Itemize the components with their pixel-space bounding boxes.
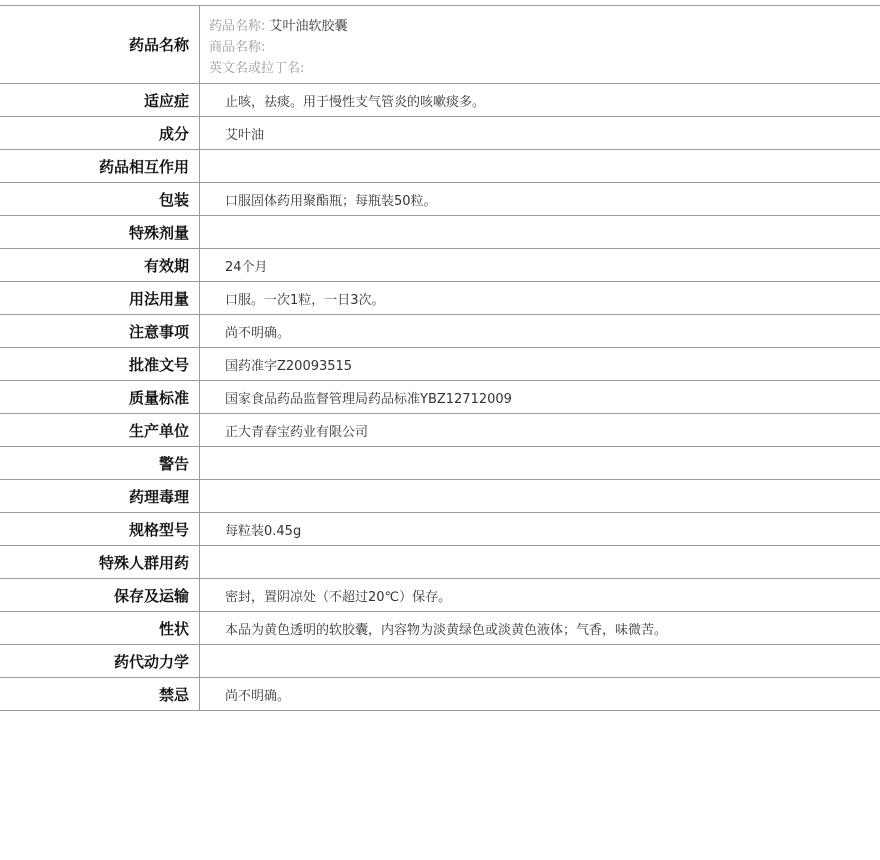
row-interactions — [0, 150, 880, 183]
row-packaging — [0, 183, 880, 216]
contraindications-value: 尚不明确。 — [225, 688, 291, 704]
latin-name-line — [209, 58, 880, 79]
row-pharmacokinetics — [0, 645, 880, 678]
ingredients-value: 艾叶油 — [225, 127, 265, 143]
pharmacology-toxicology-label: 药理毒理 — [0, 480, 200, 512]
special-dosage-value — [200, 216, 880, 248]
specification-value: 每粒装0.45g — [225, 523, 302, 539]
row-special-populations — [0, 546, 880, 579]
storage-transport-label: 保存及运输 — [0, 579, 200, 611]
specification-label: 规格型号 — [0, 513, 200, 545]
row-specification — [0, 513, 880, 546]
packaging-label: 包装 — [0, 183, 200, 215]
drug-name-details — [200, 6, 880, 83]
approval-number-label: 批准文号 — [0, 348, 200, 380]
special-populations-value — [200, 546, 880, 578]
storage-transport-value: 密封，置阴凉处（不超过20℃）保存。 — [225, 589, 452, 605]
drug-name-label: 药品名称 — [0, 6, 200, 83]
row-indications — [0, 84, 880, 117]
warning-value — [200, 447, 880, 479]
quality-standard-label: 质量标准 — [0, 381, 200, 413]
contraindications-label: 禁忌 — [0, 678, 200, 710]
packaging-value: 口服固体药用聚酯瓶；每瓶装50粒。 — [225, 193, 437, 209]
ingredients-label: 成分 — [0, 117, 200, 149]
drug-info-table — [0, 5, 880, 711]
row-quality-standard — [0, 381, 880, 414]
expiry-value: 24个月 — [225, 259, 268, 275]
indications-label: 适应症 — [0, 84, 200, 116]
row-usage-dosage — [0, 282, 880, 315]
trade-name-line — [209, 37, 880, 58]
row-precautions — [0, 315, 880, 348]
interactions-label: 药品相互作用 — [0, 150, 200, 182]
trade-name-key: 商品名称: — [209, 40, 266, 55]
row-ingredients — [0, 117, 880, 150]
pharmacology-toxicology-value — [200, 480, 880, 512]
special-populations-label: 特殊人群用药 — [0, 546, 200, 578]
row-storage-transport — [0, 579, 880, 612]
precautions-value: 尚不明确。 — [225, 325, 291, 341]
row-special-dosage — [0, 216, 880, 249]
description-label: 性状 — [0, 612, 200, 644]
row-manufacturer — [0, 414, 880, 447]
attribute-rows — [0, 84, 880, 711]
pharmacokinetics-value — [200, 645, 880, 677]
generic-name-line — [209, 16, 880, 37]
latin-name-key: 英文名或拉丁名: — [209, 61, 305, 76]
generic-name-key: 药品名称: — [209, 19, 266, 34]
row-contraindications — [0, 678, 880, 711]
quality-standard-value: 国家食品药品监督管理局药品标准YBZ12712009 — [225, 391, 512, 407]
row-description — [0, 612, 880, 645]
manufacturer-value: 正大青春宝药业有限公司 — [225, 424, 369, 440]
precautions-label: 注意事项 — [0, 315, 200, 347]
warning-label: 警告 — [0, 447, 200, 479]
row-expiry — [0, 249, 880, 282]
pharmacokinetics-label: 药代动力学 — [0, 645, 200, 677]
manufacturer-label: 生产单位 — [0, 414, 200, 446]
row-pharmacology-toxicology — [0, 480, 880, 513]
row-warning — [0, 447, 880, 480]
usage-dosage-value: 口服。一次1粒，一日3次。 — [225, 292, 385, 308]
approval-number-value: 国药准字Z20093515 — [225, 358, 353, 374]
interactions-value — [200, 150, 880, 182]
generic-name-value: 艾叶油软胶囊 — [269, 19, 348, 34]
drug-name-row — [0, 6, 880, 84]
special-dosage-label: 特殊剂量 — [0, 216, 200, 248]
expiry-label: 有效期 — [0, 249, 200, 281]
indications-value: 止咳，祛痰。用于慢性支气管炎的咳嗽痰多。 — [225, 94, 486, 110]
row-approval-number — [0, 348, 880, 381]
description-value: 本品为黄色透明的软胶囊，内容物为淡黄绿色或淡黄色液体；气香，味微苦。 — [225, 622, 668, 638]
usage-dosage-label: 用法用量 — [0, 282, 200, 314]
